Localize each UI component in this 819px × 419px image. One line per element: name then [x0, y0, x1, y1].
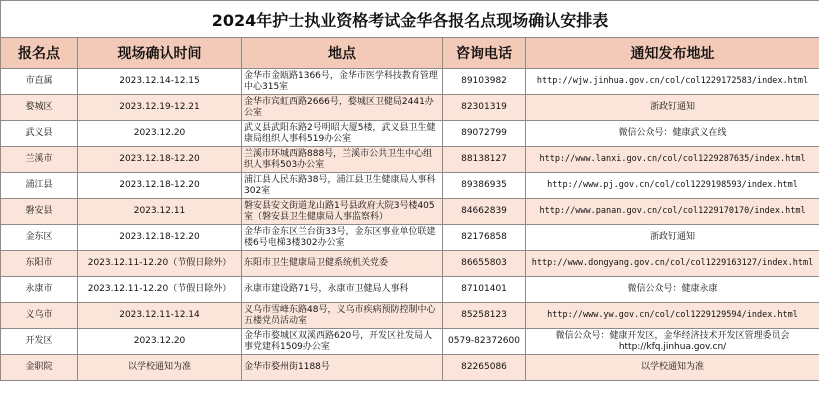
- cell-phone: 0579-82372600: [443, 329, 526, 355]
- cell-site: 义乌市: [1, 303, 78, 329]
- table-row: [1, 225, 819, 251]
- cell-time: 2023.12.11-12.20（节假日除外）: [78, 277, 242, 303]
- header-site: 报名点: [1, 38, 78, 69]
- cell-phone: 82301319: [443, 95, 526, 121]
- cell-address: 武义县武阳东路2号明昭大厦5楼，武义县卫生健康局组织人事科519办公室: [242, 121, 443, 147]
- cell-time: 2023.12.18-12.20: [78, 225, 242, 251]
- cell-address: 金华市婺城区双溪西路620号，开发区社发局人事党建科1509办公室: [242, 329, 443, 355]
- cell-site: 武义县: [1, 121, 78, 147]
- table-row: [1, 329, 819, 355]
- header-row: [1, 38, 819, 69]
- cell-notice[interactable]: http://www.lanxi.gov.cn/col/col1229287635/index.html: [526, 147, 819, 173]
- table-row: [1, 251, 819, 277]
- cell-time: 2023.12.18-12.20: [78, 147, 242, 173]
- cell-address: 磐安县安文街道龙山路1号县政府大院3号楼405室（磐安县卫生健康局人事监察科）: [242, 199, 443, 225]
- cell-site: 市直属: [1, 69, 78, 95]
- cell-site: 金东区: [1, 225, 78, 251]
- cell-phone: 88138127: [443, 147, 526, 173]
- cell-site: 开发区: [1, 329, 78, 355]
- cell-phone: 86655803: [443, 251, 526, 277]
- cell-site: 浦江县: [1, 173, 78, 199]
- cell-address: 金华市宾虹西路2666号，婺城区卫健局2441办公室: [242, 95, 443, 121]
- cell-notice[interactable]: http://www.yw.gov.cn/col/col1229129594/index.html: [526, 303, 819, 329]
- cell-phone: 84662839: [443, 199, 526, 225]
- cell-site: 兰溪市: [1, 147, 78, 173]
- header-phone: 咨询电话: [443, 38, 526, 69]
- cell-notice: 以学校通知为准: [526, 355, 819, 381]
- cell-site: 金职院: [1, 355, 78, 381]
- cell-notice: 浙政钉通知: [526, 225, 819, 251]
- table-title: 2024年护士执业资格考试金华各报名点现场确认安排表: [1, 1, 819, 38]
- cell-time: 2023.12.19-12.21: [78, 95, 242, 121]
- cell-notice[interactable]: http://www.pj.gov.cn/col/col1229198593/index.html: [526, 173, 819, 199]
- table-row: [1, 355, 819, 381]
- cell-address: 兰溪市环城西路888号，兰溪市公共卫生中心组织人事科503办公室: [242, 147, 443, 173]
- table-row: [1, 121, 819, 147]
- cell-notice: 浙政钉通知: [526, 95, 819, 121]
- cell-time: 2023.12.11: [78, 199, 242, 225]
- table-row: [1, 173, 819, 199]
- table-row: [1, 199, 819, 225]
- cell-time: 2023.12.18-12.20: [78, 173, 242, 199]
- table-row: [1, 95, 819, 121]
- table-row: [1, 69, 819, 95]
- cell-time: 以学校通知为准: [78, 355, 242, 381]
- cell-site: 永康市: [1, 277, 78, 303]
- cell-address: 浦江县人民东路38号，浦江县卫生健康局人事科302室: [242, 173, 443, 199]
- cell-address: 金华市婺州街1188号: [242, 355, 443, 381]
- cell-time: 2023.12.20: [78, 121, 242, 147]
- cell-time: 2023.12.11-12.20（节假日除外）: [78, 251, 242, 277]
- cell-phone: 89103982: [443, 69, 526, 95]
- cell-site: 婺城区: [1, 95, 78, 121]
- cell-time: 2023.12.11-12.14: [78, 303, 242, 329]
- cell-address: 永康市建设路71号，永康市卫健局人事科: [242, 277, 443, 303]
- title-row: [1, 1, 819, 38]
- cell-address: 义乌市雪峰东路48号，义乌市疾病预防控制中心五楼党员活动室: [242, 303, 443, 329]
- cell-address: 金华市金瓯路1366号，金华市医学科技教育管理中心315室: [242, 69, 443, 95]
- table-row: [1, 277, 819, 303]
- cell-phone: 85258123: [443, 303, 526, 329]
- table-row: [1, 147, 819, 173]
- cell-time: 2023.12.14-12.15: [78, 69, 242, 95]
- cell-site: 磐安县: [1, 199, 78, 225]
- table-body: [1, 1, 819, 381]
- table-row: [1, 303, 819, 329]
- cell-phone: 82176858: [443, 225, 526, 251]
- cell-notice[interactable]: http://wjw.jinhua.gov.cn/col/col1229172583/index.html: [526, 69, 819, 95]
- cell-time: 2023.12.20: [78, 329, 242, 355]
- cell-notice[interactable]: http://www.dongyang.gov.cn/col/col1229163127/index.html: [526, 251, 819, 277]
- header-address: 地点: [242, 38, 443, 69]
- cell-notice: 微信公众号：健康永康: [526, 277, 819, 303]
- cell-phone: 89386935: [443, 173, 526, 199]
- cell-phone: 89072799: [443, 121, 526, 147]
- cell-address: 金华市金东区兰台街33号，金东区事业单位联建楼6号电梯3楼302办公室: [242, 225, 443, 251]
- cell-site: 东阳市: [1, 251, 78, 277]
- header-time: 现场确认时间: [78, 38, 242, 69]
- cell-notice: 微信公众号：健康开发区，金华经济技术开发区管理委员会 http://kfq.jinhua.gov.cn/: [526, 329, 819, 355]
- cell-phone: 82265086: [443, 355, 526, 381]
- cell-notice: 微信公众号：健康武义在线: [526, 121, 819, 147]
- cell-address: 东阳市卫生健康局卫健系统机关党委: [242, 251, 443, 277]
- cell-notice[interactable]: http://www.panan.gov.cn/col/col1229170170/index.html: [526, 199, 819, 225]
- header-notice: 通知发布地址: [526, 38, 819, 69]
- cell-phone: 87101401: [443, 277, 526, 303]
